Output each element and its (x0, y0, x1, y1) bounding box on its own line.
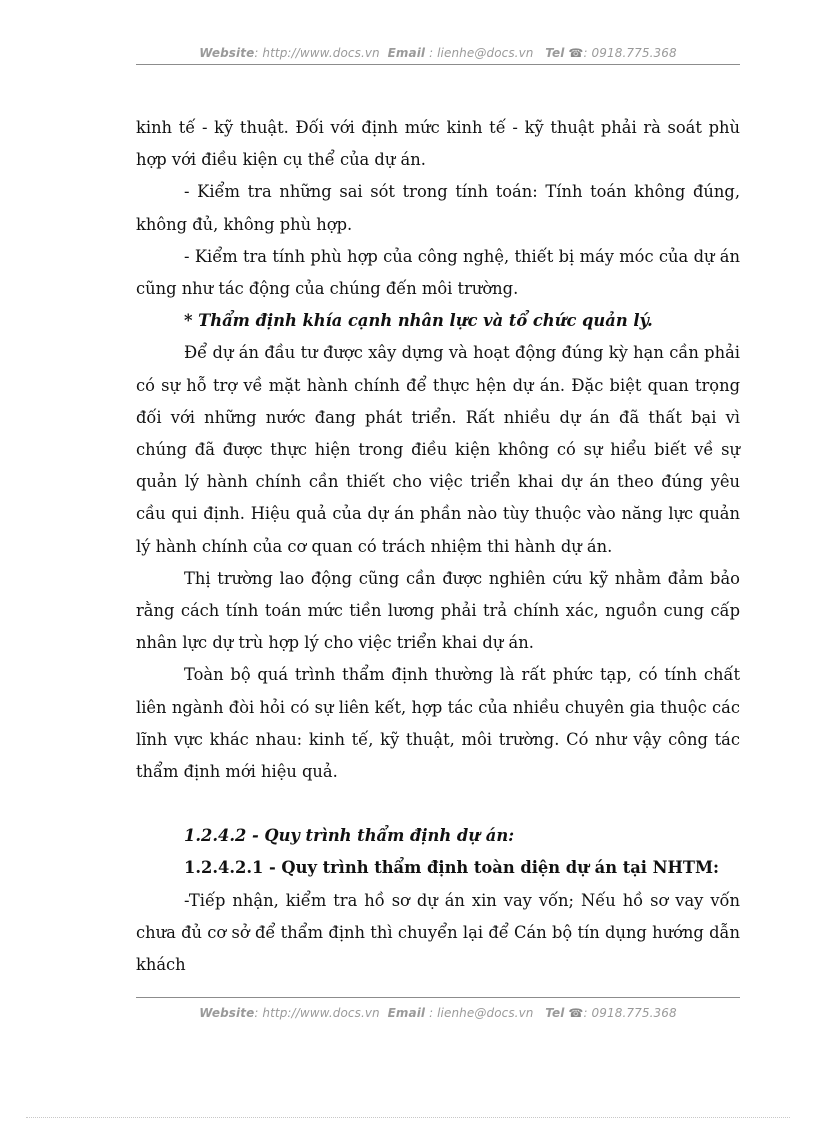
footer-email-label: Email (387, 1006, 426, 1020)
spacer (136, 788, 740, 820)
paragraph: -Tiếp nhận, kiểm tra hồ sơ dự án xin vay vốn; Nếu hồ sơ vay vốn chưa đủ cơ sở để thẩm định thì chuyển lại để Cán bộ tín dụng hướng dẫn khách (136, 890, 740, 975)
footer-email-value: : lienhe@docs.vn (425, 1006, 534, 1020)
header-tel-value: : 0918.775.368 (583, 46, 677, 60)
header-website-value: : http://www.docs.vn (254, 46, 380, 60)
footer-tel-label: Tel (545, 1006, 565, 1020)
paragraph: Thị trường lao động cũng cần được nghiên cứu kỹ nhằm đảm bảo rằng cách tính toán mức tiền lương phải trả chính xác, nguồn cung cấp nhân lực dự trù hợp lý cho việc triển khai dự án. (136, 568, 740, 653)
phone-icon: ☎ (568, 46, 584, 60)
phone-icon: ☎ (568, 1006, 584, 1020)
footer-website-value: : http://www.docs.vn (254, 1006, 380, 1020)
header-rule (136, 64, 740, 65)
body-text (136, 112, 740, 981)
paragraph: - Kiểm tra những sai sót trong tính toán: Tính toán không đúng, không đủ, không phù hợp. (136, 182, 740, 234)
footer-website-label: Website (199, 1006, 255, 1020)
header-website-label: Website (199, 46, 255, 60)
subsubsection-title: - Quy trình thẩm định toàn diện dự án tại NHTM: (263, 858, 720, 878)
footer-rule (136, 997, 740, 998)
header-email-label: Email (387, 46, 426, 60)
page-header (136, 46, 740, 60)
section-heading: * Thẩm định khía cạnh nhân lực và tổ chức quản lý. (184, 311, 653, 331)
subsubsection-number: 1.2.4.2.1 (184, 858, 264, 878)
page-edge-divider (26, 1117, 790, 1118)
header-email-value: : lienhe@docs.vn (425, 46, 534, 60)
paragraph: kinh tế - kỹ thuật. Đối với định mức kinh tế - kỹ thuật phải rà soát phù hợp với điều kiện cụ thể của dự án. (136, 118, 740, 170)
header-tel-label: Tel (545, 46, 565, 60)
paragraph: - Kiểm tra tính phù hợp của công nghệ, thiết bị máy móc của dự án cũng như tác động của chúng đến môi trường. (136, 246, 740, 299)
subsubsection-heading (136, 852, 740, 884)
page-footer (136, 1006, 740, 1020)
footer-tel-value: : 0918.775.368 (583, 1006, 677, 1020)
subsection-heading: 1.2.4.2 - Quy trình thẩm định dự án: (184, 826, 515, 846)
paragraph: Toàn bộ quá trình thẩm định thường là rất phức tạp, có tính chất liên ngành đòi hỏi có sự liên kết, hợp tác của nhiều chuyên gia thuộc các lĩnh vực khác nhau: kinh tế, kỹ thuật, môi trường. Có như vậy công tác thẩm định mới hiệu quả. (136, 665, 740, 782)
paragraph: Để dự án đầu tư được xây dựng và hoạt động đúng kỳ hạn cần phải có sự hỗ trợ về mặt hành chính để thực hện dự án. Đặc biệt quan trọng đối với những nước đang phát triển. Rất nhiều dự án đã thất bại vì chúng đã được thực hiện trong điều kiện không có sự hiểu biết về sự quản lý hành chính cần thiết cho việc triển khai dự án theo đúng yêu cầu qui định. Hiệu quả của dự án phần nào tùy thuộc vào năng lực quản lý hành chính của cơ quan có trách nhiệm thi hành dự án. (136, 343, 740, 556)
